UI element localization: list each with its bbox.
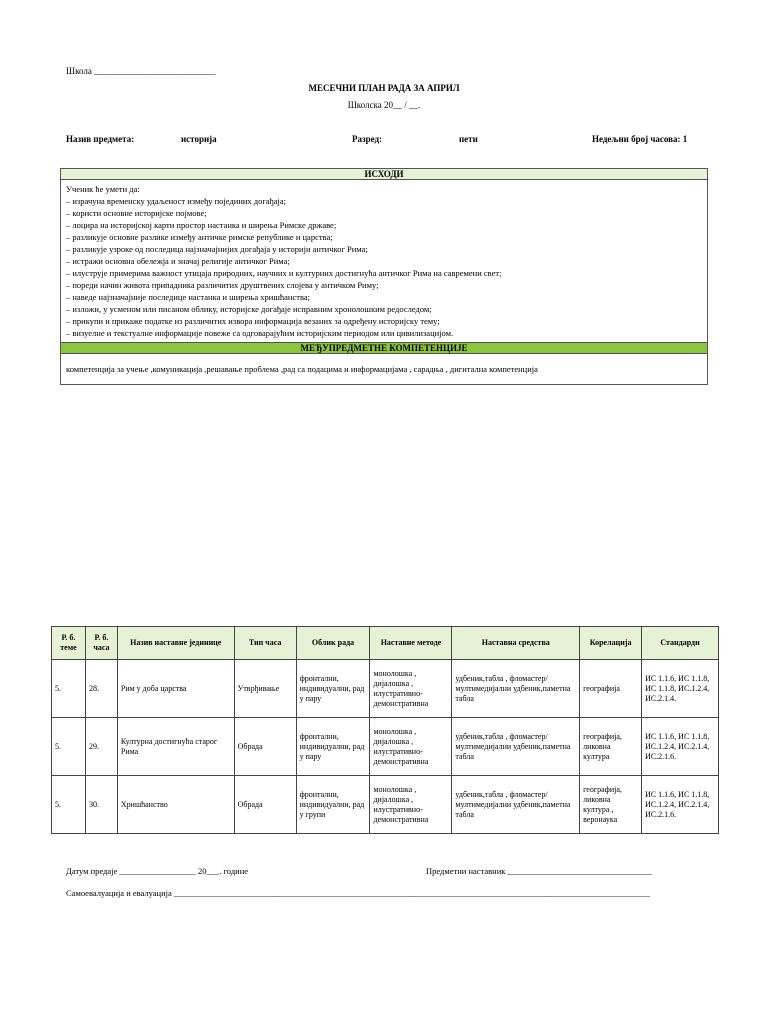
- table-cell: Културна достигнућа старог Рима: [117, 718, 234, 776]
- lesson-plan-table: [51, 626, 719, 834]
- page-title: МЕСЕЧНИ ПЛАН РАДА ЗА АПРИЛ: [308, 83, 460, 93]
- column-header: Стандарди: [642, 627, 719, 660]
- table-cell: 5.: [52, 776, 86, 834]
- school-year: Школска 20__ / __.: [347, 100, 421, 110]
- table-cell: 5.: [52, 660, 86, 718]
- subject-label: Назив предмета:: [66, 134, 135, 144]
- table-cell: 30.: [85, 776, 117, 834]
- outcome-line: – лоцира на историјској карти простор настанка и ширења Римске државе;: [66, 220, 337, 230]
- table-cell: 5.: [52, 718, 86, 776]
- outcome-line: – разликује узроке од последица најзначајнијих догађаја у историји античког Рима;: [66, 244, 368, 254]
- table-cell: фронтални, индивидуални, рад у групи: [296, 776, 370, 834]
- competences-text: компетенција за учење ,комуникација ,решавање проблема ,рад са подацима и информацијама , сарадња , дигитална компетенција: [66, 364, 538, 374]
- outcomes-heading: ИСХОДИ: [61, 169, 707, 180]
- outcome-line: Ученик ће умети да:: [66, 184, 140, 194]
- table-cell: фронтални, индивидуални, рад у пару: [296, 660, 370, 718]
- competences-heading: МЕЂУПРЕДМЕТНЕ КОМПЕТЕНЦИЈЕ: [61, 342, 707, 354]
- grade-value: пети: [459, 134, 478, 144]
- table-cell: Рим у доба царства: [117, 660, 234, 718]
- table-cell: географија, ликовна култура , веронаука: [580, 776, 642, 834]
- column-header: Наставне методе: [370, 627, 452, 660]
- outcome-line: – израчуна временску удаљеност између појединих догађаја;: [66, 196, 287, 206]
- table-cell: географија, ликовна култура: [580, 718, 642, 776]
- grade-label: Разред:: [352, 134, 383, 144]
- outcome-line: – визуелне и текстуалне информације повеже са одговарајућим историјским периодом или цивилизацијом.: [66, 328, 454, 338]
- table-cell: удбеник,табла , фломастер/мултимедијални удбеник,паметна табла: [452, 718, 580, 776]
- column-header: Р. б. часа: [85, 627, 117, 660]
- table-cell: Хришћанство: [117, 776, 234, 834]
- table-cell: удбеник,табла , фломастер/мултимедијални удбеник,паметна табла: [452, 776, 580, 834]
- table-cell: географија: [580, 660, 642, 718]
- weekly-hours: Недељни број часова: 1: [592, 134, 688, 144]
- column-header: Назив наставне јединице: [117, 627, 234, 660]
- school-field: Школа ___________________________: [66, 66, 216, 76]
- table-cell: Утврђивање: [234, 660, 296, 718]
- table-cell: монолошка , дијалошка , илустративно-демонстративна: [370, 660, 452, 718]
- outcome-line: – користи основне историјске појмове;: [66, 208, 207, 218]
- submission-date-field: Датум предаје __________________ 20___. године: [66, 866, 249, 876]
- column-header: Корелација: [580, 627, 642, 660]
- outcome-line: – прикупи и прикаже податке из различитих извора информација везаних за одређену историјску тему;: [66, 316, 440, 326]
- table-row: [52, 660, 719, 718]
- outcome-line: – изложи, у усменом или писаном облику, историјске догађаје исправним хронолошким редоследом;: [66, 304, 432, 314]
- table-header-row: [52, 627, 719, 660]
- outcome-line: – разликује основне разлике између античке римске републике и царства;: [66, 232, 333, 242]
- outcome-line: – наведе најзначајније последице настанка и ширења хришћанства;: [66, 292, 310, 302]
- table-cell: 29.: [85, 718, 117, 776]
- column-header: Облик рада: [296, 627, 370, 660]
- table-cell: монолошка , дијалошка , илустративно-демонстративна: [370, 776, 452, 834]
- column-header: Наставна средства: [452, 627, 580, 660]
- table-cell: 28.: [85, 660, 117, 718]
- table-body: [52, 660, 719, 834]
- table-cell: монолошка , дијалошка , илустративно-демонстративна: [370, 718, 452, 776]
- outcome-line: – пореди начин живота припадника различитих друштвених слојева у античком Риму;: [66, 280, 379, 290]
- table-cell: Обрада: [234, 718, 296, 776]
- teacher-field: Предметни наставник __________________________________: [426, 866, 653, 876]
- column-header: Тип часа: [234, 627, 296, 660]
- table-cell: Обрада: [234, 776, 296, 834]
- table-row: [52, 718, 719, 776]
- table-cell: ИС 1.1.6, ИС 1.1.8, ИС.1.2.4, ИС.2.1.4, ИС.2.1.6.: [642, 718, 719, 776]
- table-row: [52, 776, 719, 834]
- outcome-line: – истражи основна обележја и значај религије античког Рима;: [66, 256, 290, 266]
- subject-value: историја: [181, 134, 217, 144]
- table-cell: ИС 1.1.6, ИС 1.1.8, ИС.1.2.4, ИС.2.1.4, ИС.2.1.6.: [642, 776, 719, 834]
- column-header: Р. б. теме: [52, 627, 86, 660]
- self-evaluation-field: Самоевалуација и евалуација ________________________________________________________________________________________________________________: [66, 888, 650, 898]
- table-cell: фронтални, индивидуални, рад у пару: [296, 718, 370, 776]
- outcome-line: – илуструје примерима важност утицаја природних, научних и културних достигнућа античког Рима на савремени свет;: [66, 268, 502, 278]
- table-cell: удбеник,табла , фломастер/мултимедијални удбеник,паметна табла: [452, 660, 580, 718]
- table-cell: ИС 1.1.6, ИС 1.1.8, ИС 1.1.8, ИС.1.2.4, ИС.2.1.4.: [642, 660, 719, 718]
- outcomes-box: [60, 168, 708, 385]
- outcomes-list: [61, 180, 707, 342]
